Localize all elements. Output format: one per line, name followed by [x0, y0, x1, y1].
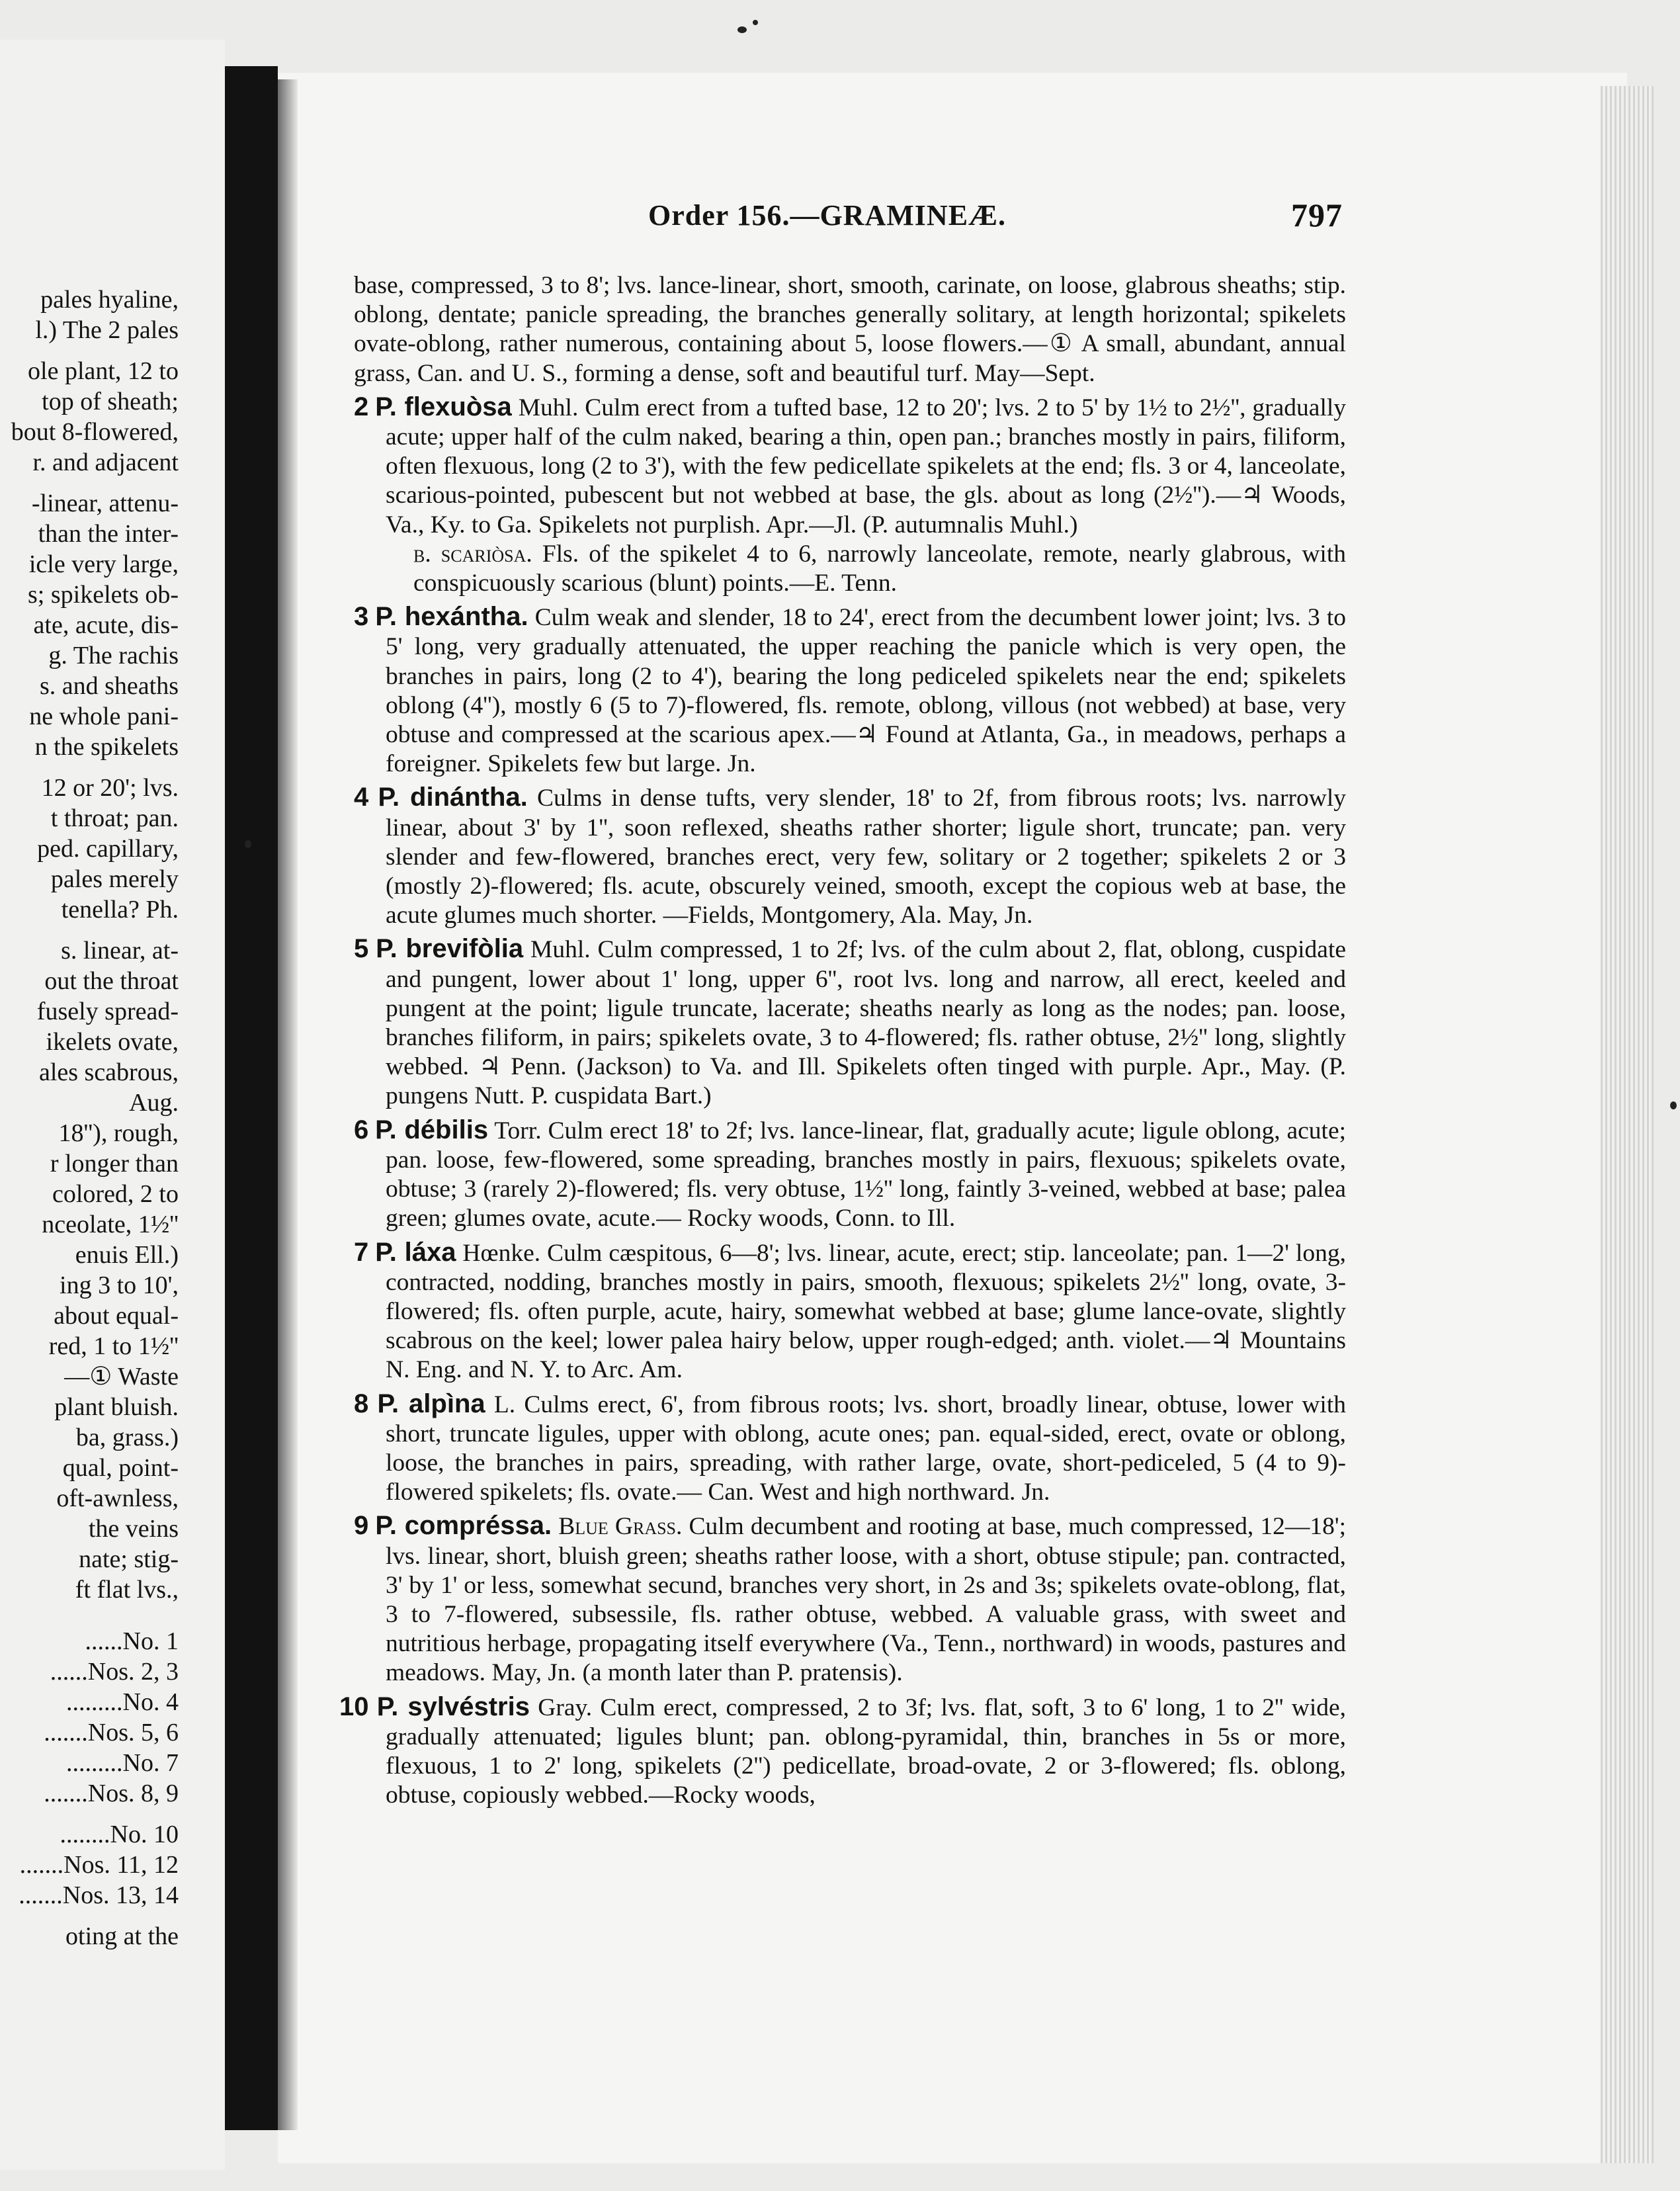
scan-speck — [737, 26, 747, 33]
left-page-line: r longer than — [50, 1150, 179, 1178]
left-page-line: ......No. 1 — [85, 1627, 179, 1655]
species-name: P. alpìna — [377, 1389, 485, 1418]
entry-number: 10 — [339, 1692, 369, 1721]
left-page-line: s. and sheaths — [39, 672, 179, 700]
species-entry-10 — [339, 1692, 1347, 1811]
left-page-line: ft flat lvs., — [75, 1576, 179, 1604]
species-entry-3 — [354, 602, 1346, 779]
scan-speck — [753, 20, 758, 25]
left-page-line: the veins — [88, 1515, 179, 1543]
book-gutter — [225, 66, 278, 2130]
left-page-line: n the spikelets — [34, 733, 179, 761]
species-name: P. débilis — [375, 1115, 489, 1144]
left-page-line: r. and adjacent — [32, 449, 179, 476]
left-page-line: -linear, attenu- — [31, 490, 179, 517]
left-page-line: ole plant, 12 to — [28, 357, 179, 385]
page-number: 797 — [1291, 196, 1343, 234]
species-authority: Torr. — [494, 1117, 542, 1144]
species-name: P. flexuòsa — [375, 392, 512, 421]
left-page-line: Aug. — [129, 1089, 179, 1117]
left-page-line: pales merely — [50, 865, 179, 893]
left-page-line: g. The rachis — [48, 642, 179, 669]
species-entry-4 — [354, 783, 1346, 930]
entry-text: Culm compressed, 1 to 2f; lvs. of the culm about 2, flat, oblong, cuspidate and pungent, lower about 1' long, upper 6'', root lvs. long and narrow, all erect, keeled and pungent at the point; ligule truncate, lacerate; sheaths nearly as long as the nodes; pan. loose, branches filiform, in pairs; spikelets ovate, 3 to 4-flowered; fls. rather obtuse, 2½'' long, slightly webbed. ♃ Penn. (Jackson) to Va. and Ill. Spikelets often tinged with purple. Apr., May. (P. pungens Nutt. P. cuspidata Bart.) — [386, 936, 1347, 1110]
left-page-line: out the throat — [44, 967, 179, 995]
left-page-line: ne whole pani- — [29, 703, 179, 730]
left-page-line: nceolate, 1½'' — [42, 1211, 179, 1238]
entry-text: Culm weak and slender, 18 to 24', erect from the decumbent lower joint; lvs. 3 to 5' long, very gradually attenuated, the upper reaching the panicle which is very open, the branches in pairs, long (2 to 4'), bearing the long pediceled spikelets near the end; spikelets oblong (4''), mostly 6 (5 to 7)-flowered, fls. remote, oblong, villous (not webbed) at base, very obtuse and compressed at the scarious apex.—♃ Found at Atlanta, Ga., in meadows, perhaps a foreigner. Spikelets few but large. Jn. — [386, 604, 1347, 778]
species-authority: Muhl. — [530, 936, 591, 964]
left-page-line: than the inter- — [38, 520, 179, 548]
left-page-line: ......Nos. 2, 3 — [50, 1658, 179, 1686]
species-entry-2 — [354, 392, 1346, 540]
left-page-line: oting at the — [65, 1922, 179, 1950]
left-page-line: qual, point- — [62, 1454, 179, 1482]
left-page-line: ped. capillary, — [37, 835, 179, 863]
species-name: P. compréssa. — [375, 1511, 552, 1541]
species-name: P. brevifòlia — [376, 934, 524, 964]
species-entry-6 — [354, 1115, 1346, 1234]
entry-number: 9 — [354, 1511, 369, 1541]
page-body — [339, 271, 1347, 1810]
species-entry-7 — [354, 1238, 1346, 1385]
left-page-line: nate; stig- — [79, 1545, 179, 1573]
left-page-line: icle very large, — [28, 550, 179, 578]
left-page-line: s. linear, at- — [61, 937, 179, 965]
species-entry-5 — [354, 934, 1346, 1111]
species-name: P. hexántha. — [375, 602, 528, 632]
gutter-shadow — [278, 79, 298, 2130]
entry-number: 4 — [354, 783, 369, 812]
left-page-line: —① Waste — [64, 1363, 179, 1391]
left-facing-page — [0, 40, 225, 2170]
left-page-line: red, 1 to 1½'' — [48, 1332, 179, 1360]
left-page-line: tenella? Ph. — [61, 896, 179, 924]
entry-text: Culm erect, compressed, 2 to 3f; lvs. flat, soft, 3 to 6' long, 1 to 2'' wide, gradually attenuated; ligules blunt; pan. oblong-pyramidal, thin, branches in 5s or more, flexuous, 1 to 2' long, spikelets (2'') pedicellate, broad-ovate, 2 or 3-flowered; fls. oblong, obtuse, copiously webbed.—Rocky woods, — [386, 1694, 1347, 1809]
entry-text: Culm cæspitous, 6—8'; lvs. linear, acute, erect; stip. lanceolate; pan. 1—2' long, contracted, nodding, branches mostly in pairs, smooth, flexuous; spikelets 2½'' long, ovate, 3-flowered; fls. often purple, acute, hairy, somewhat webbed at base; glume lance-ovate, slightly scabrous on the keel; lower palea hairy below, upper rough-edged; anth. violet.—♃ Mountains N. Eng. and N. Y. to Arc. Am. — [386, 1239, 1347, 1384]
left-page-line: fusely spread- — [36, 998, 179, 1025]
entry-text: Culm decumbent and rooting at base, much compressed, 12—18'; lvs. linear, short, bluish green; sheaths rather loose, with a short, obtuse stipule; pan. contracted, 3' by 1' or less, somewhat secund, branches very short, in 2s and 3s; spikelets ovate-oblong, flat, 3 to 7-flowered, subsessile, fls. rather obtuse, webbed. A valuable grass, with sweet and nutritious herbage, propagating itself everywhere (Va., Tenn., northward) in woods, pastures and meadows. May, Jn. (a month later than P. pratensis). — [386, 1513, 1347, 1687]
left-page-line: top of sheath; — [42, 388, 179, 415]
left-page-line: pales hyaline, — [40, 286, 179, 314]
entry-number: 6 — [354, 1115, 369, 1144]
scan-speck — [245, 840, 251, 848]
left-page-line: ales scabrous, — [38, 1058, 179, 1086]
entry-text: Culms erect, 6', from fibrous roots; lvs. short, broadly linear, obtuse, lower with short, truncate ligules, upper with oblong, acute ones; pan. equal-sided, erect, ovate or oblong, loose, the branches in pairs, spreading, with rather large, ovate, short-pediceled, 5 (4 to 9)-flowered spikelets; fls. ovate.— Can. West and high northward. Jn. — [386, 1391, 1346, 1506]
left-page-line: .......Nos. 5, 6 — [44, 1719, 179, 1746]
entry-text: Culm erect 18' to 2f; lvs. lance-linear, flat, gradually acute; ligule oblong, acute; pan. loose, few-flowered, some spreading, branches mostly in pairs, flexuous; spikelets ovate, obtuse; 3 (rarely 2)-flowered; fls. very obtuse, 1½'' long, faintly 3-veined, webbed at base; palea green; glumes ovate, acute.— Rocky woods, Conn. to Ill. — [386, 1117, 1347, 1232]
left-page-line: enuis Ell.) — [75, 1241, 179, 1269]
common-name: Blue Grass. — [558, 1513, 683, 1541]
left-page-line: .......Nos. 11, 12 — [19, 1851, 179, 1879]
species-authority: Hœnke. — [462, 1239, 541, 1267]
left-page-line: .......Nos. 8, 9 — [44, 1780, 179, 1807]
left-page-line: ikelets ovate, — [46, 1028, 179, 1056]
species-authority: Gray. — [538, 1694, 593, 1721]
left-page-line: about equal- — [54, 1302, 179, 1330]
variety-entry-scariosa — [354, 540, 1346, 598]
left-page-line: .........No. 7 — [66, 1749, 179, 1777]
left-page-line: colored, 2 to — [52, 1180, 179, 1208]
species-entry-9 — [354, 1511, 1346, 1688]
entry-number: 5 — [354, 934, 369, 964]
scan-speck — [1670, 1101, 1677, 1109]
entry-number: 7 — [354, 1237, 369, 1267]
left-page-line: ........No. 10 — [60, 1821, 179, 1848]
entry-number: 8 — [354, 1389, 369, 1418]
left-page-line: ing 3 to 10', — [60, 1271, 179, 1299]
left-page-line: t throat; pan. — [50, 804, 179, 832]
entry-text: Fls. of the spikelet 4 to 6, narrowly lanceolate, remote, nearly glabrous, with conspicuously scarious (blunt) points.—E. Tenn. — [413, 540, 1347, 597]
entry-number: 3 — [354, 602, 369, 632]
left-page-line: 12 or 20'; lvs. — [41, 774, 179, 802]
left-page-line: s; spikelets ob- — [28, 581, 179, 609]
left-page-line: oft-awnless, — [56, 1484, 179, 1512]
species-name: P. sylvéstris — [376, 1692, 530, 1721]
species-name: P. láxa — [375, 1237, 456, 1267]
left-page-line: ate, acute, dis- — [33, 611, 179, 639]
left-page-line: .........No. 4 — [66, 1688, 179, 1716]
entry-text: Culm erect from a tufted base, 12 to 20'; lvs. 2 to 5' by 1½ to 2½'', gradually acute; upper half of the culm naked, bearing a thin, open pan.; branches mostly in pairs, filiform, often flexuous, long (2 to 3'), with the few pedicellate spikelets at the end; fls. 3 or 4, lanceolate, scarious-pointed, pubescent but not webbed at base, the gls. about as long (2½'').—♃ Woods, Va., Ky. to Ga. Spikelets not purplish. Apr.—Jl. (P. autumnalis Muhl.) — [386, 394, 1347, 538]
continuation-paragraph — [354, 271, 1346, 388]
entry-text: base, compressed, 3 to 8'; lvs. lance-linear, short, smooth, carinate, on loose, glabrous sheaths; stip. oblong, dentate; panicle spreading, the branches generally solitary, at length horizontal; spikelets ovate-oblong, rather numerous, containing about 5, loose flowers.—① A small, abundant, annual grass, Can. and U. S., forming a dense, soft and beautiful turf. May—Sept. — [354, 272, 1346, 387]
species-name: P. dinántha. — [378, 783, 528, 812]
left-page-line: bout 8-flowered, — [11, 418, 179, 446]
variety-name: β. scariòsa. — [413, 540, 532, 568]
species-authority: L. — [493, 1391, 516, 1418]
page-edges — [1601, 86, 1654, 2163]
left-page-line: ba, grass.) — [75, 1424, 179, 1451]
species-authority: Muhl. — [518, 394, 579, 421]
left-page-line: l.) The 2 pales — [35, 316, 179, 344]
left-page-line: 18''), rough, — [58, 1119, 179, 1147]
left-page-line: plant bluish. — [54, 1393, 179, 1421]
running-title: Order 156.—GRAMINEÆ. — [648, 199, 1007, 232]
running-header — [648, 198, 1343, 238]
left-page-line: .......Nos. 13, 14 — [19, 1881, 179, 1909]
entry-text: Culms in dense tufts, very slender, 18' to 2f, from fibrous roots; lvs. narrowly linear, about 3' by 1'', soon reflexed, sheaths rather shorter; ligule short, truncate; pan. very slender and few-flowered, branches erect, very few, solitary or 2 together; spikelets 2 or 3 (mostly 2)-flowered; fls. acute, obscurely veined, smooth, except the copious web at base, the acute glumes much shorter. —Fields, Montgomery, Ala. May, Jn. — [386, 785, 1347, 929]
entry-number: 2 — [354, 392, 369, 421]
species-entry-8 — [354, 1389, 1346, 1508]
